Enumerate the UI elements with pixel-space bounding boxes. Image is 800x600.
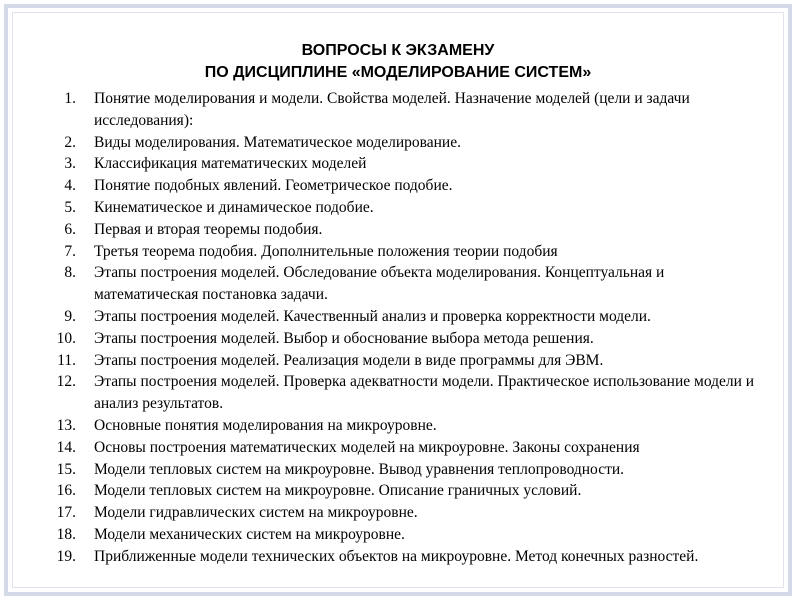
- question-item: [8, 350, 788, 372]
- question-text: Понятие моделирования и модели. Свойства моделей. Назначение моделей (цели и задачи исследования):: [94, 90, 690, 129]
- question-number: 7.: [64, 242, 76, 260]
- question-text: Кинематическое и динамическое подобие.: [94, 198, 374, 216]
- question-item: [8, 88, 788, 132]
- question-item: [8, 153, 788, 175]
- question-text: Основные понятия моделирования на микроуровне.: [94, 416, 437, 434]
- question-text: Третья теорема подобия. Дополнительные положения теории подобия: [94, 242, 558, 260]
- question-number: 6.: [64, 220, 76, 238]
- question-number: 11.: [57, 351, 76, 369]
- question-number: 15.: [56, 460, 76, 478]
- slide-frame: [4, 4, 792, 596]
- question-item: [8, 459, 788, 481]
- question-item: [8, 219, 788, 241]
- question-text: Классификация математических моделей: [94, 155, 367, 173]
- question-list: [8, 88, 788, 568]
- question-text: Основы построения математических моделей на микроуровне. Законы сохранения: [94, 438, 640, 456]
- question-number: 9.: [64, 307, 76, 325]
- question-number: 3.: [64, 155, 76, 173]
- title-line-1: ВОПРОСЫ К ЭКЗАМЕНУ: [301, 42, 495, 59]
- question-text: Виды моделирования. Математическое моделирование.: [94, 133, 461, 151]
- question-text: Приближенные модели технических объектов на микроуровне. Метод конечных разностей.: [94, 547, 699, 565]
- question-number: 18.: [56, 525, 76, 543]
- question-item: [8, 306, 788, 328]
- question-item: [8, 132, 788, 154]
- question-item: [8, 546, 788, 568]
- question-text: Модели гидравлических систем на микроуровне.: [94, 504, 418, 522]
- question-text: Этапы построения моделей. Обследование объекта моделирования. Концептуальная и математическая постановка задачи.: [94, 264, 665, 304]
- title-line-2: ПО ДИСЦИПЛИНЕ «МОДЕЛИРОВАНИЕ СИСТЕМ»: [204, 64, 592, 81]
- question-number: 13.: [56, 416, 76, 434]
- question-number: 19.: [56, 547, 76, 565]
- question-item: [8, 480, 788, 502]
- question-number: 5.: [64, 198, 76, 216]
- question-number: 1.: [64, 90, 76, 107]
- question-item: [8, 262, 788, 306]
- question-text: Этапы построения моделей. Реализация модели в виде программы для ЭВМ.: [94, 351, 604, 369]
- question-text: Модели механических систем на микроуровне.: [94, 525, 405, 543]
- question-text: Модели тепловых систем на микроуровне. Вывод уравнения теплопроводности.: [94, 460, 625, 478]
- question-text: Первая и вторая теоремы подобия.: [94, 220, 323, 238]
- question-number: 12.: [56, 373, 76, 391]
- question-item: [8, 415, 788, 437]
- question-number: 4.: [64, 177, 76, 195]
- question-item: [8, 197, 788, 219]
- question-number: 8.: [64, 264, 76, 282]
- question-item: [8, 524, 788, 546]
- question-item: [8, 175, 788, 197]
- question-number: 16.: [56, 482, 76, 500]
- question-number: 2.: [64, 133, 76, 151]
- question-text: Этапы построения моделей. Выбор и обоснование выбора метода решения.: [94, 329, 594, 347]
- question-item: [8, 241, 788, 263]
- question-text: Этапы построения моделей. Качественный анализ и проверка корректности модели.: [94, 307, 651, 325]
- page-title: [8, 40, 788, 84]
- question-item: [8, 437, 788, 459]
- question-text: Понятие подобных явлений. Геометрическое подобие.: [94, 177, 453, 195]
- question-item: [8, 328, 788, 350]
- question-number: 10.: [56, 329, 76, 347]
- question-number: 17.: [56, 504, 76, 522]
- question-number: 14.: [56, 438, 76, 456]
- question-text: Этапы построения моделей. Проверка адекватности модели. Практическое использование модели и анализ результатов.: [94, 373, 755, 413]
- question-item: [8, 502, 788, 524]
- question-text: Модели тепловых систем на микроуровне. Описание граничных условий.: [94, 482, 582, 500]
- question-item: [8, 371, 788, 415]
